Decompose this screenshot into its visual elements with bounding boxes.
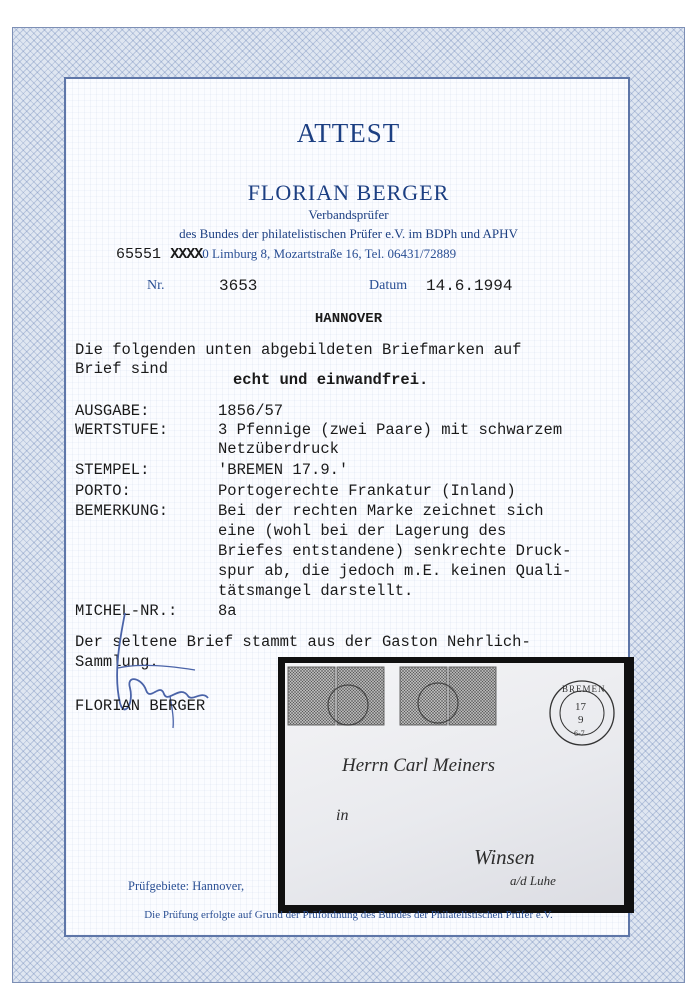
field-value-value-1: 3 Pfennige (zwei Paare) mit schwarzem <box>218 421 563 439</box>
redacted-code: XXXX <box>170 246 203 263</box>
field-value-remark-4: spur ab, die jedoch m.E. keinen Quali- <box>218 562 572 580</box>
cover-address-line-3: Winsen <box>474 845 535 869</box>
region-heading: HANNOVER <box>314 311 383 327</box>
verdict: echt und einwandfrei. <box>233 371 429 389</box>
field-label-issue: AUSGABE: <box>75 402 150 420</box>
stamp-pair-left <box>288 667 384 725</box>
examiner-name: FLORIAN BERGER <box>247 180 450 205</box>
date-value: 14.6.1994 <box>426 277 513 295</box>
field-value-remark-5: tätsmangel darstellt. <box>218 582 414 600</box>
field-value-value-2: Netzüberdruck <box>218 440 339 458</box>
field-value-remark-3: Briefes entstandene) senkrechte Druck- <box>218 542 572 560</box>
address-text: 0 Limburg 8, Mozartstraße 16, Tel. 06431/72889 <box>202 246 457 261</box>
nr-value: 3653 <box>219 277 258 295</box>
address-line <box>116 246 456 263</box>
provenance-line-1: Der seltene Brief stammt aus der Gaston Nehrlich- <box>75 633 531 651</box>
footer-note: Die Prüfung erfolgte auf Grund der Prüfordnung des Bundes der Philatelistischen Prüfer e.V. <box>144 909 553 921</box>
cover-photo <box>278 657 634 913</box>
stamp-pairs <box>286 665 508 729</box>
field-label-michel: MICHEL-NR.: <box>75 602 178 620</box>
field-label-postmark: STEMPEL: <box>75 461 150 479</box>
date-label: Datum <box>369 278 408 293</box>
association-line: des Bundes der philatelistischen Prüfer e.V. im BDPh und APHV <box>179 226 518 241</box>
postmark-day: 17 <box>575 701 586 713</box>
signature-name: FLORIAN BERGER <box>75 697 206 715</box>
field-label-remark: BEMERKUNG: <box>75 502 169 520</box>
postmark-time: 6-7 <box>574 729 585 738</box>
intro-line-1: Die folgenden unten abgebildeten Briefmarken auf <box>75 341 522 359</box>
handwritten-signature <box>100 608 225 738</box>
examiner-role: Verbandsprüfer <box>308 207 389 222</box>
provenance-line-2: Sammlung. <box>75 653 159 671</box>
intro-line-2: Brief sind <box>75 360 169 378</box>
field-value-remark-2: eine (wohl bei der Lagerung des <box>218 522 507 540</box>
field-value-issue: 1856/57 <box>218 402 284 420</box>
footer-scope: Prüfgebiete: Hannover, <box>128 879 245 893</box>
certificate-title: ATTEST <box>296 118 401 148</box>
field-label-value: WERTSTUFE: <box>75 421 169 439</box>
field-value-remark-1: Bei der rechten Marke zeichnet sich <box>218 502 544 520</box>
stamp-pair-right <box>400 667 496 725</box>
cover-address-line-4: a/d Luhe <box>510 873 556 888</box>
field-value-michel: 8a <box>218 602 237 620</box>
postal-prefix: 65551 <box>116 246 162 263</box>
cover-address-line-1: Herrn Carl Meiners <box>342 755 496 776</box>
cover-address-line-2: in <box>336 807 349 824</box>
postmark-month: 9 <box>578 714 584 726</box>
field-value-postmark: 'BREMEN 17.9.' <box>218 461 349 479</box>
field-value-postage: Portogerechte Frankatur (Inland) <box>218 482 516 500</box>
nr-label: Nr. <box>147 278 165 293</box>
field-label-postage: PORTO: <box>75 482 131 500</box>
postmark-city: BREMEN <box>562 684 606 694</box>
